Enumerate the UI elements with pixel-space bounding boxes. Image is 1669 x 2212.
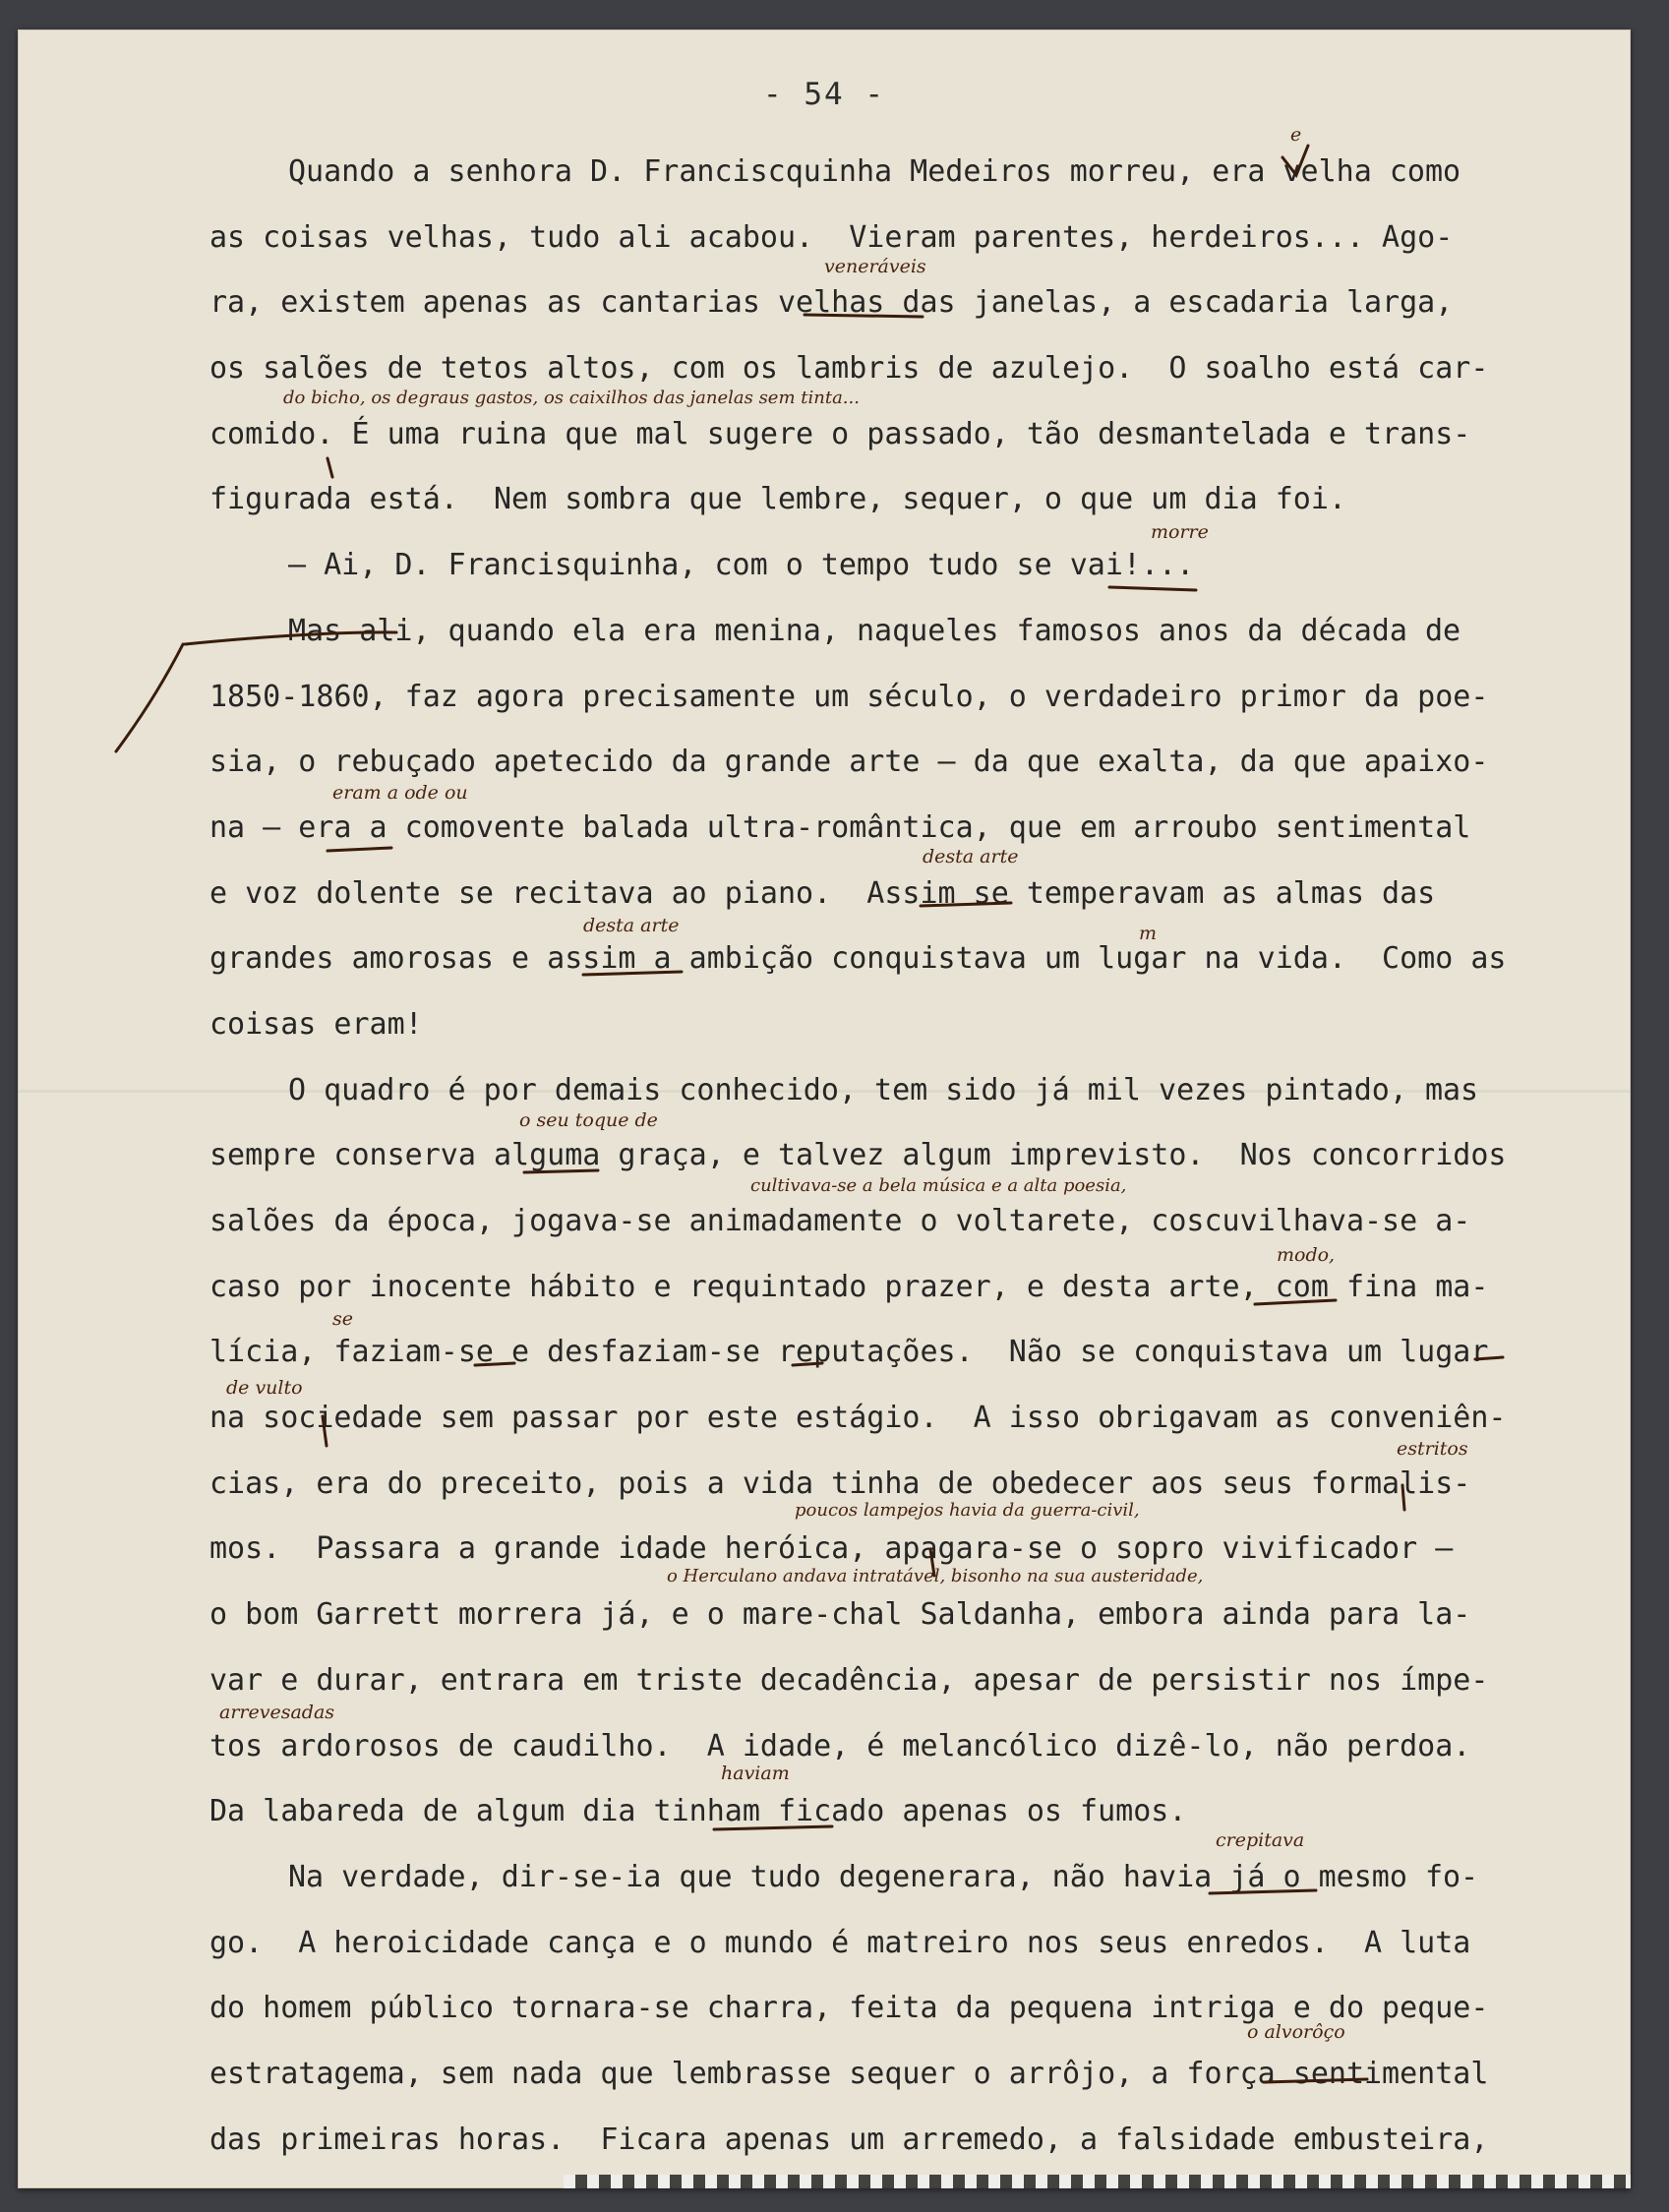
text-line: das primeiras horas. Ficara apenas um arremedo, a falsidade embusteira, bbox=[209, 2122, 1489, 2157]
handwritten-insertion: o alvorôço bbox=[1247, 2021, 1345, 2043]
text-line: go. A heroicidade cança e o mundo é matreiro nos seus enredos. A luta bbox=[209, 1925, 1471, 1960]
handwritten-insertion: desta arte bbox=[583, 915, 680, 936]
text-line: Mas ali, quando ela era menina, naqueles famosos anos da década de bbox=[288, 613, 1461, 648]
handwritten-insertion: e bbox=[1290, 124, 1302, 146]
handwritten-insertion: crepitava bbox=[1216, 1829, 1305, 1851]
handwritten-insertion: o seu toque de bbox=[519, 1109, 658, 1131]
text-line: comido. É uma ruina que mal sugere o passado, tão desmantelada e trans- bbox=[209, 416, 1471, 451]
typed-text-block bbox=[209, 140, 1631, 2173]
text-line: coisas eram! bbox=[209, 1006, 423, 1042]
color-scale-bar bbox=[564, 2175, 1631, 2188]
text-line: estratagema, sem nada que lembrasse sequer o arrôjo, a força sentimental bbox=[209, 2056, 1489, 2091]
handwritten-insertion: haviam bbox=[721, 1763, 790, 1784]
text-line: salões da época, jogava-se animadamente o voltarete, coscuvilhava-se a- bbox=[209, 1204, 1471, 1238]
handwritten-insertion: do bicho, os degraus gastos, os caixilhos das janelas sem tinta... bbox=[283, 388, 860, 408]
text-line: sempre conserva alguma graça, e talvez algum imprevisto. Nos concorridos bbox=[209, 1138, 1507, 1173]
text-line: na — era a comovente balada ultra-romântica, que em arroubo sentimental bbox=[209, 809, 1471, 845]
text-line: lícia, faziam-se e desfaziam-se reputações. Não se conquistava um lugar bbox=[209, 1335, 1489, 1370]
handwritten-insertion: estritos bbox=[1397, 1438, 1468, 1460]
handwritten-insertion: morre bbox=[1151, 521, 1209, 543]
handwritten-insertion: veneráveis bbox=[824, 256, 926, 277]
text-line: caso por inocente hábito e requintado prazer, e desta arte, com fina ma- bbox=[209, 1269, 1489, 1304]
text-line: as coisas velhas, tudo ali acabou. Vieram parentes, herdeiros... Ago- bbox=[209, 219, 1454, 255]
text-line: O quadro é por demais conhecido, tem sido já mil vezes pintado, mas bbox=[288, 1072, 1479, 1107]
handwritten-insertion: desta arte bbox=[923, 846, 1019, 867]
handwritten-insertion: eram a ode ou bbox=[332, 782, 468, 804]
handwritten-insertion: arrevesadas bbox=[219, 1702, 335, 1723]
text-line: grandes amorosas e assim a ambição conquistava um lugar na vida. Como as bbox=[209, 941, 1507, 977]
handwritten-insertion: poucos lampejos havia da guerra-civil, bbox=[795, 1500, 1140, 1521]
text-line: figurada está. Nem sombra que lembre, sequer, o que um dia foi. bbox=[209, 482, 1346, 517]
text-line: 1850-1860, faz agora precisamente um século, o verdadeiro primor da poe- bbox=[209, 679, 1489, 714]
text-line: os salões de tetos altos, com os lambris de azulejo. O soalho está car- bbox=[209, 351, 1489, 387]
text-line: na sociedade sem passar por este estágio. A isso obrigavam as conveniên- bbox=[209, 1401, 1507, 1436]
text-line: o bom Garrett morrera já, e o mare-chal Saldanha, embora ainda para la- bbox=[209, 1597, 1471, 1633]
handwritten-insertion: o Herculano andava intratável, bisonho na sua austeridade, bbox=[667, 1566, 1204, 1586]
handwritten-insertion: se bbox=[332, 1308, 353, 1330]
handwritten-insertion: cultivava-se a bela música e a alta poesia, bbox=[750, 1175, 1127, 1196]
text-line: e voz dolente se recitava ao piano. Assim se temperavam as almas das bbox=[209, 875, 1436, 911]
text-line: Quando a senhora D. Franciscquinha Medeiros morreu, era velha como bbox=[288, 154, 1461, 189]
text-line: sia, o rebuçado apetecido da grande arte — da que exalta, da que apaixo- bbox=[209, 745, 1489, 780]
typescript-page bbox=[18, 30, 1631, 2188]
text-line: do homem público tornara-se charra, feita da pequena intriga e do peque- bbox=[209, 1991, 1489, 2026]
text-line: Na verdade, dir-se-ia que tudo degenerara, não havia já o mesmo fo- bbox=[288, 1859, 1479, 1894]
page-number: - 54 - bbox=[763, 77, 885, 112]
handwritten-insertion: modo, bbox=[1277, 1244, 1336, 1266]
handwritten-insertion: de vulto bbox=[226, 1377, 303, 1399]
text-line: mos. Passara a grande idade heróica, apagara-se o sopro vivificador — bbox=[209, 1531, 1454, 1567]
text-line: tos ardorosos de caudilho. A idade, é melancólico dizê-lo, não perdoa. bbox=[209, 1728, 1471, 1764]
text-line: var e durar, entrara em triste decadência, apesar de persistir nos ímpe- bbox=[209, 1662, 1489, 1698]
text-line: Da labareda de algum dia tinham ficado apenas os fumos. bbox=[209, 1794, 1187, 1829]
text-line: — Ai, D. Francisquinha, com o tempo tudo se vai!... bbox=[288, 548, 1195, 583]
text-line: cias, era do preceito, pois a vida tinha de obedecer aos seus formalis- bbox=[209, 1465, 1471, 1501]
text-line: ra, existem apenas as cantarias velhas das janelas, a escadaria larga, bbox=[209, 285, 1454, 321]
handwritten-insertion: m bbox=[1139, 923, 1158, 944]
